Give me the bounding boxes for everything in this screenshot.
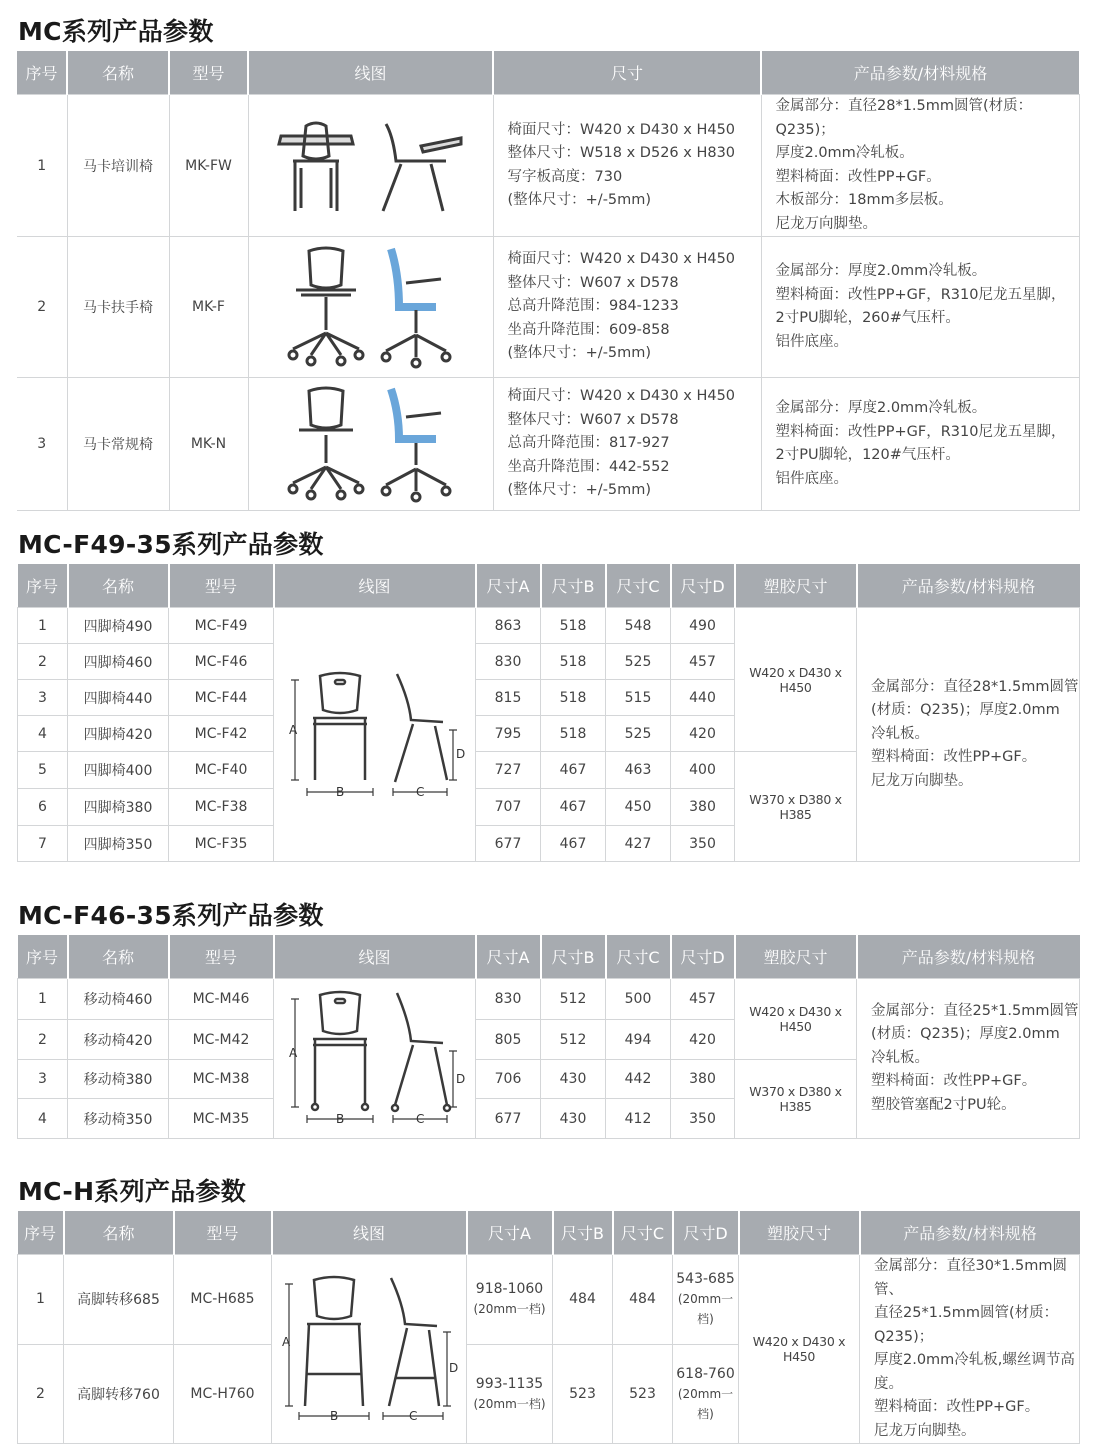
cell-name: 马卡扶手椅: [67, 237, 169, 378]
cell-d: 440: [671, 680, 735, 716]
cell-d: 457: [671, 644, 735, 680]
size-line: 总高升降范围：817-927: [507, 435, 670, 452]
cell-a: 830: [476, 644, 541, 680]
cell-d: 380: [671, 789, 735, 826]
cell-plastic: W420 x D430 x H450: [735, 608, 857, 752]
cell-no: 4: [18, 1099, 68, 1139]
cell-diagram: [248, 378, 493, 511]
material-line: 金属部分：厚度2.0mm冷轧板。: [775, 400, 987, 416]
size-line: 坐高升降范围：609-858: [507, 321, 670, 338]
cell-d: [673, 1344, 739, 1443]
cell-b: 430: [541, 1060, 606, 1099]
dim-label-b: B: [330, 1409, 339, 1423]
cell-no: 1: [18, 979, 68, 1020]
col-header-material: 产品参数/材料规格: [857, 564, 1080, 608]
col-header-material: 产品参数/材料规格: [860, 1211, 1080, 1255]
cell-a: [467, 1344, 553, 1443]
material-line: (材质：Q235)；厚度2.0mm: [871, 702, 1060, 719]
cell-c: 450: [606, 789, 671, 826]
material-line: 铝件底座。: [775, 470, 848, 487]
size-line: 椅面尺寸：W420 x D430 x H450: [507, 251, 736, 268]
cell-model: MC-F40: [169, 752, 274, 789]
cell-name: 移动椅380: [68, 1060, 169, 1099]
table-row: [17, 378, 1079, 511]
cell-no: 2: [18, 644, 68, 680]
standard-chair-drawing: [281, 385, 461, 503]
cell-name: 四脚椅400: [68, 752, 169, 789]
table-header-row: [18, 564, 1080, 608]
material-line: 尼龙万向脚垫。: [874, 1422, 976, 1439]
armchair-drawing: [281, 245, 461, 369]
cell-model: MC-F35: [169, 826, 274, 862]
col-header-name: 名称: [64, 1211, 174, 1255]
cell-no: 2: [18, 1344, 64, 1443]
cell-model: MC-H760: [174, 1344, 272, 1443]
cell-name: 四脚椅490: [68, 608, 169, 644]
cell-name: 四脚椅380: [68, 789, 169, 826]
col-header-name: 名称: [68, 564, 169, 608]
dim-label-a: A: [288, 1045, 297, 1060]
cell-diagram: [274, 608, 476, 862]
col-header-size-b: 尺寸B: [541, 935, 606, 979]
size-line: 椅面尺寸：W420 x D430 x H450: [507, 121, 736, 138]
col-header-size: 尺寸: [493, 51, 761, 95]
cell-c: 523: [613, 1344, 673, 1443]
cell-no: 2: [17, 237, 67, 378]
cell-model: MC-M42: [169, 1020, 274, 1060]
cell-model: MC-M46: [169, 979, 274, 1020]
cell-no: 6: [18, 789, 68, 826]
material-line: 厚度2.0mm冷轧板,螺丝调节高度。: [874, 1352, 1075, 1392]
table-header-row: [18, 935, 1080, 979]
material-line: 木板部分：18mm多层板。: [775, 192, 953, 208]
cell-no: 5: [18, 752, 68, 789]
cell-d: 380: [671, 1060, 735, 1099]
cell-d: 350: [671, 1099, 735, 1139]
col-header-material: 产品参数/材料规格: [857, 935, 1080, 979]
cell-no: 1: [18, 608, 68, 644]
table-row: [18, 608, 1080, 644]
cell-a: 863: [476, 608, 541, 644]
cell-b: 467: [541, 752, 606, 789]
col-header-size-d: 尺寸D: [671, 935, 735, 979]
cell-name: 马卡常规椅: [67, 378, 169, 511]
cell-model: MK-F: [169, 237, 248, 378]
cell-d: 420: [671, 1020, 735, 1060]
cell-model: MC-F38: [169, 789, 274, 826]
material-line: 尼龙万向脚垫。: [775, 215, 877, 232]
chair-side-view: [389, 1278, 439, 1406]
col-header-material: 产品参数/材料规格: [761, 51, 1079, 95]
four-leg-chair-drawing: [285, 670, 465, 800]
cell-model: MC-M35: [169, 1099, 274, 1139]
cell-d: 350: [671, 826, 735, 862]
cell-c: 494: [606, 1020, 671, 1060]
table-row: [17, 95, 1079, 237]
cell-material: [761, 95, 1079, 237]
cell-b: 467: [541, 789, 606, 826]
table-row: [18, 1255, 1080, 1345]
cell-b: 518: [541, 644, 606, 680]
cell-plastic: W370 x D380 x H385: [735, 1060, 857, 1139]
cell-d: [673, 1255, 739, 1345]
material-line: 金属部分：直径28*1.5mm圆管: [871, 678, 1079, 695]
table-row: [18, 979, 1080, 1020]
col-header-diagram: 线图: [272, 1211, 467, 1255]
cell-diagram: [272, 1255, 467, 1444]
size-d-range: 543-685: [676, 1271, 735, 1288]
size-d-note: (20mm一档): [677, 1386, 734, 1421]
size-line: 椅面尺寸：W420 x D430 x H450: [507, 388, 736, 405]
dim-label-a: A: [282, 1335, 291, 1349]
cell-model: MC-F42: [169, 716, 274, 752]
material-line: 冷轧板。: [871, 1049, 929, 1066]
size-d-note: (20mm一档): [677, 1292, 734, 1327]
cell-b: 430: [541, 1099, 606, 1139]
material-line: 塑料椅面：改性PP+GF。: [871, 749, 1037, 766]
col-header-no: 序号: [17, 51, 67, 95]
dim-label-d: D: [455, 1071, 465, 1086]
table-row: [17, 237, 1079, 378]
size-line: 写字板高度：730: [507, 168, 623, 185]
cell-c: 427: [606, 826, 671, 862]
cell-c: 412: [606, 1099, 671, 1139]
col-header-plastic: 塑胶尺寸: [735, 935, 857, 979]
col-header-size-b: 尺寸B: [553, 1211, 613, 1255]
cell-a: 677: [476, 826, 541, 862]
size-line: 总高升降范围：984-1233: [507, 298, 679, 315]
col-header-size-d: 尺寸D: [671, 564, 735, 608]
col-header-size-c: 尺寸C: [606, 935, 671, 979]
col-header-diagram: 线图: [248, 51, 493, 95]
dim-label-b: B: [335, 1111, 344, 1126]
size-a-note: (20mm一档): [473, 1302, 546, 1317]
material-line: 冷轧板。: [871, 725, 929, 742]
col-header-no: 序号: [18, 1211, 64, 1255]
chair-front-view: [305, 1277, 363, 1406]
dim-label-a: A: [288, 722, 297, 737]
cell-material: [857, 979, 1080, 1139]
section-title-f46: MC-F46-35系列产品参数: [18, 901, 324, 930]
cell-d: 457: [671, 979, 735, 1020]
cell-size: [493, 237, 761, 378]
size-line: (整体尺寸：+/-5mm): [507, 192, 652, 208]
section-title-f49: MC-F49-35系列产品参数: [18, 530, 324, 559]
cell-c: 525: [606, 716, 671, 752]
size-line: (整体尺寸：+/-5mm): [507, 482, 652, 499]
cell-name: 移动椅420: [68, 1020, 169, 1060]
dim-label-c: C: [415, 784, 424, 799]
chair-front-view: [279, 123, 353, 211]
cell-diagram: [274, 979, 476, 1139]
table-f49-series: [17, 564, 1080, 862]
material-line: 金属部分：直径28*1.5mm圆管(材质：Q235)；: [775, 98, 1033, 138]
dim-label-d: D: [449, 1361, 459, 1375]
dim-label-c: C: [409, 1409, 418, 1423]
cell-b: 467: [541, 826, 606, 862]
cell-material: [761, 378, 1079, 511]
cell-size: [493, 378, 761, 511]
cell-model: MC-F46: [169, 644, 274, 680]
cell-name: 四脚椅420: [68, 716, 169, 752]
chair-side-view: [382, 249, 450, 367]
col-header-model: 型号: [169, 564, 274, 608]
material-line: 塑料椅面：改性PP+GF。: [775, 168, 941, 185]
material-line: 塑料椅面：改性PP+GF。: [874, 1399, 1040, 1415]
material-line: 塑料椅面：改性PP+GF。: [871, 1073, 1037, 1090]
size-line: 整体尺寸：W607 x D578: [507, 411, 679, 428]
cell-c: 500: [606, 979, 671, 1020]
cell-b: 484: [553, 1255, 613, 1345]
chair-side-view: [382, 389, 450, 501]
col-header-plastic: 塑胶尺寸: [735, 564, 857, 608]
col-header-plastic: 塑胶尺寸: [739, 1211, 860, 1255]
cell-model: MK-FW: [169, 95, 248, 237]
chair-front-view: [289, 388, 363, 499]
high-stool-drawing: [279, 1274, 459, 1424]
cell-name: 移动椅460: [68, 979, 169, 1020]
cell-name: 移动椅350: [68, 1099, 169, 1139]
cell-plastic: W420 x D430 x H450: [735, 979, 857, 1060]
material-line: 厚度2.0mm冷轧板。: [775, 145, 914, 161]
table-header-row: [17, 51, 1079, 95]
cell-name: 高脚转移685: [64, 1255, 174, 1345]
cell-model: MC-H685: [174, 1255, 272, 1345]
col-header-no: 序号: [18, 564, 68, 608]
cell-no: 1: [18, 1255, 64, 1345]
cell-a: 795: [476, 716, 541, 752]
mobile-chair-drawing: [285, 989, 465, 1129]
table-mc-series: [17, 51, 1080, 511]
table-f46-series: [17, 935, 1080, 1139]
cell-plastic: W370 x D380 x H385: [735, 752, 857, 862]
cell-no: 4: [18, 716, 68, 752]
col-header-model: 型号: [174, 1211, 272, 1255]
col-header-size-c: 尺寸C: [613, 1211, 673, 1255]
cell-model: MK-N: [169, 378, 248, 511]
col-header-size-d: 尺寸D: [673, 1211, 739, 1255]
cell-name: 高脚转移760: [64, 1344, 174, 1443]
table-header-row: [18, 1211, 1080, 1255]
col-header-diagram: 线图: [274, 564, 476, 608]
cell-model: MC-F49: [169, 608, 274, 644]
cell-a: 815: [476, 680, 541, 716]
dim-label-d: D: [455, 746, 465, 761]
dim-label-b: B: [335, 784, 344, 799]
cell-model: MC-F44: [169, 680, 274, 716]
cell-name: 四脚椅440: [68, 680, 169, 716]
cell-b: 518: [541, 608, 606, 644]
cell-a: [467, 1255, 553, 1345]
material-line: 2寸PU脚轮，120#气压杆。: [775, 447, 960, 463]
col-header-size-b: 尺寸B: [541, 564, 606, 608]
cell-no: 3: [17, 378, 67, 511]
size-a-range: 993-1135: [475, 1375, 544, 1392]
cell-c: 548: [606, 608, 671, 644]
cell-no: 3: [18, 1060, 68, 1099]
col-header-size-a: 尺寸A: [467, 1211, 553, 1255]
cell-b: 523: [553, 1344, 613, 1443]
cell-material: [860, 1255, 1080, 1444]
cell-a: 677: [476, 1099, 541, 1139]
cell-material: [857, 608, 1080, 862]
col-header-model: 型号: [169, 935, 274, 979]
cell-d: 420: [671, 716, 735, 752]
cell-name: 四脚椅460: [68, 644, 169, 680]
cell-b: 512: [541, 979, 606, 1020]
material-line: 尼龙万向脚垫。: [871, 772, 973, 789]
size-line: 整体尺寸：W518 x D526 x H830: [507, 145, 736, 161]
size-a-note: (20mm一档): [473, 1396, 546, 1411]
col-header-size-a: 尺寸A: [476, 564, 541, 608]
size-line: (整体尺寸：+/-5mm): [507, 345, 652, 362]
material-line: 铝件底座。: [775, 333, 848, 350]
cell-no: 7: [18, 826, 68, 862]
cell-a: 707: [476, 789, 541, 826]
material-line: 2寸PU脚轮，260#气压杆。: [775, 310, 960, 326]
cell-diagram: [248, 95, 493, 237]
cell-b: 518: [541, 680, 606, 716]
chair-side-view: [395, 674, 447, 782]
table-h-series: [17, 1211, 1080, 1444]
material-line: 金属部分：直径30*1.5mm圆管、: [874, 1258, 1068, 1298]
size-a-range: 918-1060: [475, 1281, 544, 1298]
cell-a: 805: [476, 1020, 541, 1060]
cell-no: 3: [18, 680, 68, 716]
cell-name: 四脚椅350: [68, 826, 169, 862]
training-chair-drawing: [271, 116, 471, 216]
col-header-diagram: 线图: [274, 935, 476, 979]
chair-front-view: [313, 673, 367, 780]
size-line: 整体尺寸：W607 x D578: [507, 274, 679, 291]
cell-d: 400: [671, 752, 735, 789]
cell-no: 1: [17, 95, 67, 237]
material-line: 金属部分：厚度2.0mm冷轧板。: [775, 263, 987, 279]
cell-model: MC-M38: [169, 1060, 274, 1099]
cell-b: 518: [541, 716, 606, 752]
material-line: 塑料椅面：改性PP+GF，R310尼龙五星脚，: [775, 286, 1066, 303]
size-d-range: 618-760: [676, 1365, 735, 1382]
chair-front-view: [289, 248, 363, 365]
cell-name: 马卡培训椅: [67, 95, 169, 237]
cell-a: 830: [476, 979, 541, 1020]
cell-no: 2: [18, 1020, 68, 1060]
col-header-no: 序号: [18, 935, 68, 979]
col-header-model: 型号: [169, 51, 248, 95]
chair-side-view: [383, 124, 461, 211]
material-line: 直径25*1.5mm圆管(材质：Q235)；: [874, 1305, 1059, 1345]
cell-b: 512: [541, 1020, 606, 1060]
cell-diagram: [248, 237, 493, 378]
col-header-name: 名称: [68, 935, 169, 979]
material-line: 塑料椅面：改性PP+GF，R310尼龙五星脚，: [775, 423, 1066, 440]
cell-d: 490: [671, 608, 735, 644]
section-title-h: MC-H系列产品参数: [18, 1177, 247, 1206]
cell-material: [761, 237, 1079, 378]
chair-side-view: [392, 993, 450, 1111]
cell-a: 727: [476, 752, 541, 789]
cell-a: 706: [476, 1060, 541, 1099]
cell-c: 515: [606, 680, 671, 716]
cell-c: 484: [613, 1255, 673, 1345]
cell-c: 442: [606, 1060, 671, 1099]
material-line: 金属部分：直径25*1.5mm圆管: [871, 1002, 1079, 1019]
dim-label-c: C: [415, 1111, 424, 1126]
col-header-size-c: 尺寸C: [606, 564, 671, 608]
material-line: (材质：Q235)；厚度2.0mm: [871, 1026, 1060, 1043]
col-header-size-a: 尺寸A: [476, 935, 541, 979]
cell-c: 525: [606, 644, 671, 680]
cell-plastic: W420 x D430 x H450: [739, 1255, 860, 1444]
section-title-mc: MC系列产品参数: [18, 17, 214, 46]
size-line: 坐高升降范围：442-552: [507, 458, 670, 475]
col-header-name: 名称: [67, 51, 169, 95]
chair-front-view: [312, 992, 368, 1110]
cell-c: 463: [606, 752, 671, 789]
material-line: 塑胶管塞配2寸PU轮。: [871, 1096, 1016, 1113]
cell-size: [493, 95, 761, 237]
dimension-marks: [285, 1284, 451, 1420]
